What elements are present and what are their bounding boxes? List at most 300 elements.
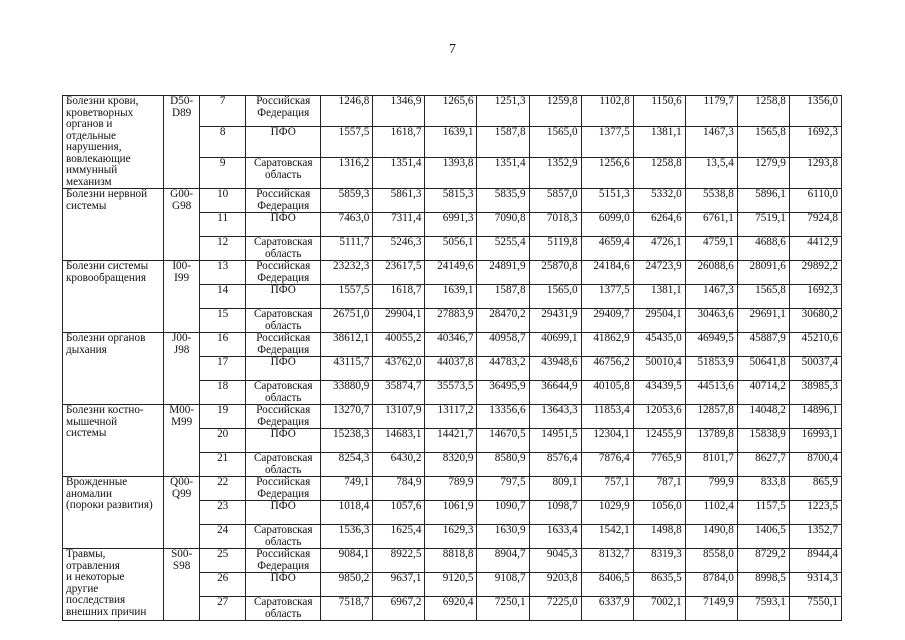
value-cell: 35874,7	[373, 381, 425, 405]
value-cell: 6099,0	[581, 213, 633, 237]
table-body	[63, 96, 842, 621]
region-name	[246, 285, 321, 309]
value-cell: 749,1	[321, 477, 373, 501]
value-cell: 1587,8	[477, 285, 529, 309]
groups.3.disease-line: Болезни органов	[66, 332, 146, 344]
value-cell: 1565,8	[737, 127, 789, 158]
disease-name	[63, 333, 164, 405]
value-cell: 1246,8	[321, 96, 373, 127]
value-cell: 1102,4	[685, 501, 737, 525]
icd-code	[164, 549, 200, 621]
value-cell: 1279,9	[737, 158, 789, 189]
groups.0.disease-line: органов и отдельные	[66, 118, 116, 142]
groups.6.code-line: S00-	[171, 548, 193, 560]
groups.6.rows.0.region-line: Федерация	[257, 559, 310, 572]
value-cell: 1542,1	[581, 525, 633, 549]
value-cell: 29409,7	[581, 309, 633, 333]
value-cell: 8558,0	[685, 549, 737, 573]
value-cell: 7765,9	[633, 453, 685, 477]
groups.0.rows.0.region-line: Российская	[256, 95, 311, 107]
value-cell: 7518,7	[321, 597, 373, 621]
row-number: 23	[200, 501, 246, 525]
value-cell: 4412,9	[789, 237, 841, 261]
value-cell: 5056,1	[425, 237, 477, 261]
groups.0.code-line: D89	[172, 106, 192, 119]
value-cell: 1351,4	[373, 158, 425, 189]
row-number: 7	[200, 96, 246, 127]
groups.4.rows.2.region-line: Саратовская	[253, 452, 313, 464]
value-cell: 9045,3	[529, 549, 581, 573]
value-cell: 1223,5	[789, 501, 841, 525]
value-cell: 1498,8	[633, 525, 685, 549]
row-number: 20	[200, 429, 246, 453]
value-cell: 14421,7	[425, 429, 477, 453]
groups.0.disease-line: нарушения,	[66, 141, 122, 153]
groups.6.rows.0.region-line: Российская	[256, 548, 311, 560]
value-cell: 41862,9	[581, 333, 633, 357]
value-cell: 5815,3	[425, 189, 477, 213]
groups.6.disease-line: отравления	[66, 559, 120, 572]
row-number: 19	[200, 405, 246, 429]
value-cell: 8904,7	[477, 549, 529, 573]
value-cell: 1381,1	[633, 127, 685, 158]
region-name	[246, 549, 321, 573]
value-cell: 29904,1	[373, 309, 425, 333]
value-cell: 24891,9	[477, 261, 529, 285]
region-name	[246, 309, 321, 333]
groups.5.rows.1.region-line: ПФО	[270, 500, 296, 512]
table-row	[63, 333, 842, 357]
groups.2.rows.0.region-line: Российская	[256, 260, 311, 272]
region-name	[246, 573, 321, 597]
value-cell: 5332,0	[633, 189, 685, 213]
value-cell: 1258,8	[633, 158, 685, 189]
value-cell: 30463,6	[685, 309, 737, 333]
value-cell: 8627,7	[737, 453, 789, 477]
groups.0.rows.2.region-line: область	[264, 168, 302, 181]
value-cell: 7876,4	[581, 453, 633, 477]
value-cell: 45887,9	[737, 333, 789, 357]
region-name	[246, 127, 321, 158]
icd-code	[164, 96, 200, 189]
groups.1.disease-line: Болезни нервной	[66, 188, 148, 200]
row-number: 25	[200, 549, 246, 573]
groups.5.rows.2.region-line: Саратовская	[253, 524, 313, 536]
value-cell: 12053,6	[633, 405, 685, 429]
value-cell: 8635,5	[633, 573, 685, 597]
value-cell: 40699,1	[529, 333, 581, 357]
groups.6.disease-line: внешних причин	[66, 605, 147, 618]
value-cell: 8729,2	[737, 549, 789, 573]
groups.2.disease-line: Болезни системы	[66, 260, 149, 272]
groups.3.disease-line: дыхания	[66, 343, 107, 356]
region-name	[246, 597, 321, 621]
value-cell: 13117,2	[425, 405, 477, 429]
value-cell: 1629,3	[425, 525, 477, 549]
value-cell: 1018,4	[321, 501, 373, 525]
value-cell: 14896,1	[789, 405, 841, 429]
value-cell: 1467,3	[685, 285, 737, 309]
value-cell: 7018,3	[529, 213, 581, 237]
value-cell: 8818,8	[425, 549, 477, 573]
row-number: 8	[200, 127, 246, 158]
value-cell: 1692,3	[789, 285, 841, 309]
groups.5.disease-line: (пороки развития)	[66, 499, 153, 511]
value-cell: 12455,9	[633, 429, 685, 453]
value-cell: 44037,8	[425, 357, 477, 381]
groups.3.rows.2.region-line: область	[264, 391, 302, 404]
groups.5.disease-line: Врожденные	[66, 476, 128, 488]
value-cell: 7149,9	[685, 597, 737, 621]
groups.4.disease-line: Болезни костно-	[66, 404, 144, 416]
groups.1.rows.2.region-line: Саратовская	[253, 236, 313, 248]
disease-name	[63, 405, 164, 477]
value-cell: 8101,7	[685, 453, 737, 477]
value-cell: 45210,6	[789, 333, 841, 357]
value-cell: 23232,3	[321, 261, 373, 285]
groups.4.rows.1.region-line: ПФО	[270, 428, 296, 440]
groups.2.rows.2.region-line: область	[264, 319, 302, 332]
value-cell: 7463,0	[321, 213, 373, 237]
value-cell: 14670,5	[477, 429, 529, 453]
row-number: 17	[200, 357, 246, 381]
value-cell: 5151,3	[581, 189, 633, 213]
value-cell: 6991,3	[425, 213, 477, 237]
value-cell: 5246,3	[373, 237, 425, 261]
value-cell: 29691,1	[737, 309, 789, 333]
groups.4.rows.0.region-line: Федерация	[257, 415, 310, 428]
value-cell: 5538,8	[685, 189, 737, 213]
value-cell: 36495,9	[477, 381, 529, 405]
value-cell: 11853,4	[581, 405, 633, 429]
value-cell: 757,1	[581, 477, 633, 501]
value-cell: 1377,5	[581, 127, 633, 158]
value-cell: 797,5	[477, 477, 529, 501]
groups.3.rows.0.region-line: Российская	[256, 332, 311, 344]
groups.0.disease-line: вовлекающие	[66, 152, 131, 165]
table-row	[63, 189, 842, 213]
value-cell: 1639,1	[425, 285, 477, 309]
groups.0.rows.2.region-line: Саратовская	[253, 157, 313, 169]
value-cell: 6430,2	[373, 453, 425, 477]
groups.6.disease-line: другие последствия	[66, 582, 126, 606]
value-cell: 1630,9	[477, 525, 529, 549]
value-cell: 8922,5	[373, 549, 425, 573]
value-cell: 865,9	[789, 477, 841, 501]
value-cell: 27883,9	[425, 309, 477, 333]
groups.6.code-line: S98	[172, 559, 191, 572]
region-name	[246, 189, 321, 213]
value-cell: 809,1	[529, 477, 581, 501]
value-cell: 7002,1	[633, 597, 685, 621]
icd-code	[164, 477, 200, 549]
groups.3.rows.0.region-line: Федерация	[257, 343, 310, 356]
value-cell: 1565,0	[529, 127, 581, 158]
value-cell: 1625,4	[373, 525, 425, 549]
row-number: 27	[200, 597, 246, 621]
value-cell: 43115,7	[321, 357, 373, 381]
value-cell: 1618,7	[373, 127, 425, 158]
value-cell: 9314,3	[789, 573, 841, 597]
icd-code	[164, 261, 200, 333]
disease-name	[63, 189, 164, 261]
value-cell: 15238,3	[321, 429, 373, 453]
value-cell: 50010,4	[633, 357, 685, 381]
value-cell: 12304,1	[581, 429, 633, 453]
row-number: 10	[200, 189, 246, 213]
value-cell: 1259,8	[529, 96, 581, 127]
region-name	[246, 477, 321, 501]
value-cell: 1061,9	[425, 501, 477, 525]
disease-name	[63, 96, 164, 189]
value-cell: 13,5,4	[685, 158, 737, 189]
value-cell: 8319,3	[633, 549, 685, 573]
groups.5.disease-line: аномалии	[66, 487, 112, 500]
value-cell: 8132,7	[581, 549, 633, 573]
value-cell: 1467,3	[685, 127, 737, 158]
value-cell: 23617,5	[373, 261, 425, 285]
value-cell: 1377,5	[581, 285, 633, 309]
region-name	[246, 381, 321, 405]
value-cell: 1692,3	[789, 127, 841, 158]
value-cell: 13643,3	[529, 405, 581, 429]
value-cell: 1150,6	[633, 96, 685, 127]
row-number: 24	[200, 525, 246, 549]
value-cell: 13356,6	[477, 405, 529, 429]
value-cell: 1258,8	[737, 96, 789, 127]
value-cell: 9084,1	[321, 549, 373, 573]
value-cell: 4759,1	[685, 237, 737, 261]
value-cell: 1029,9	[581, 501, 633, 525]
groups.1.rows.2.region-line: область	[264, 247, 302, 260]
value-cell: 1618,7	[373, 285, 425, 309]
groups.0.disease-line: Болезни крови,	[66, 95, 139, 107]
value-cell: 14048,2	[737, 405, 789, 429]
value-cell: 5119,8	[529, 237, 581, 261]
groups.4.disease-line: мышечной	[66, 415, 118, 428]
value-cell: 1102,8	[581, 96, 633, 127]
value-cell: 7090,8	[477, 213, 529, 237]
value-cell: 1251,3	[477, 96, 529, 127]
value-cell: 13107,9	[373, 405, 425, 429]
value-cell: 1352,9	[529, 158, 581, 189]
value-cell: 28470,2	[477, 309, 529, 333]
value-cell: 8320,9	[425, 453, 477, 477]
value-cell: 50037,4	[789, 357, 841, 381]
value-cell: 1179,7	[685, 96, 737, 127]
value-cell: 1557,5	[321, 127, 373, 158]
groups.2.rows.2.region-line: Саратовская	[253, 308, 313, 320]
groups.0.code-line: D50-	[170, 95, 194, 107]
value-cell: 15838,9	[737, 429, 789, 453]
region-name	[246, 158, 321, 189]
value-cell: 7519,1	[737, 213, 789, 237]
value-cell: 46949,5	[685, 333, 737, 357]
row-number: 13	[200, 261, 246, 285]
groups.4.rows.0.region-line: Российская	[256, 404, 311, 416]
region-name	[246, 237, 321, 261]
region-name	[246, 453, 321, 477]
groups.1.rows.0.region-line: Федерация	[257, 199, 310, 212]
value-cell: 1565,0	[529, 285, 581, 309]
value-cell: 1633,4	[529, 525, 581, 549]
groups.1.rows.0.region-line: Российская	[256, 188, 311, 200]
groups.3.code-line: J98	[173, 343, 190, 356]
value-cell: 8580,9	[477, 453, 529, 477]
value-cell: 1381,1	[633, 285, 685, 309]
value-cell: 5861,3	[373, 189, 425, 213]
page-number: 7	[449, 42, 456, 57]
value-cell: 784,9	[373, 477, 425, 501]
row-number: 18	[200, 381, 246, 405]
value-cell: 8998,5	[737, 573, 789, 597]
value-cell: 5255,4	[477, 237, 529, 261]
value-cell: 8944,4	[789, 549, 841, 573]
value-cell: 43948,6	[529, 357, 581, 381]
groups.3.code-line: J00-	[172, 332, 192, 344]
disease-name	[63, 477, 164, 549]
row-number: 15	[200, 309, 246, 333]
groups.5.code-line: Q99	[172, 487, 192, 500]
value-cell: 9120,5	[425, 573, 477, 597]
groups.2.disease-line: кровообращения	[66, 271, 146, 284]
value-cell: 29504,1	[633, 309, 685, 333]
value-cell: 4688,6	[737, 237, 789, 261]
value-cell: 8576,4	[529, 453, 581, 477]
value-cell: 24723,9	[633, 261, 685, 285]
value-cell: 5835,9	[477, 189, 529, 213]
groups.6.disease-line: Травмы,	[66, 548, 106, 560]
groups.4.disease-line: системы	[66, 427, 107, 439]
groups.6.rows.2.region-line: область	[264, 607, 302, 620]
table-row	[63, 477, 842, 501]
value-cell: 7311,4	[373, 213, 425, 237]
value-cell: 13270,7	[321, 405, 373, 429]
value-cell: 8700,4	[789, 453, 841, 477]
groups.4.code-line: M99	[171, 415, 193, 428]
value-cell: 5896,1	[737, 189, 789, 213]
value-cell: 6264,6	[633, 213, 685, 237]
groups.4.code-line: M00-	[169, 404, 195, 416]
value-cell: 29892,2	[789, 261, 841, 285]
value-cell: 1351,4	[477, 158, 529, 189]
value-cell: 9203,8	[529, 573, 581, 597]
row-number: 12	[200, 237, 246, 261]
groups.3.rows.1.region-line: ПФО	[270, 356, 296, 368]
groups.3.rows.2.region-line: Саратовская	[253, 380, 313, 392]
region-name	[246, 96, 321, 127]
value-cell: 789,9	[425, 477, 477, 501]
value-cell: 1057,6	[373, 501, 425, 525]
value-cell: 9850,2	[321, 573, 373, 597]
value-cell: 8784,0	[685, 573, 737, 597]
groups.1.disease-line: системы	[66, 199, 107, 212]
region-name	[246, 357, 321, 381]
groups.5.rows.2.region-line: область	[264, 535, 302, 548]
groups.2.rows.0.region-line: Федерация	[257, 271, 310, 284]
value-cell: 16993,1	[789, 429, 841, 453]
value-cell: 7225,0	[529, 597, 581, 621]
value-cell: 1265,6	[425, 96, 477, 127]
value-cell: 1565,8	[737, 285, 789, 309]
icd-code	[164, 189, 200, 261]
value-cell: 1536,3	[321, 525, 373, 549]
groups.2.code-line: I00-I99	[172, 260, 191, 284]
region-name	[246, 405, 321, 429]
value-cell: 40958,7	[477, 333, 529, 357]
value-cell: 1352,7	[789, 525, 841, 549]
icd-code	[164, 405, 200, 477]
value-cell: 43762,0	[373, 357, 425, 381]
value-cell: 1157,5	[737, 501, 789, 525]
value-cell: 6761,1	[685, 213, 737, 237]
value-cell: 1490,8	[685, 525, 737, 549]
value-cell: 24149,6	[425, 261, 477, 285]
value-cell: 4726,1	[633, 237, 685, 261]
value-cell: 28091,6	[737, 261, 789, 285]
groups.0.rows.0.region-line: Федерация	[257, 106, 310, 119]
value-cell: 13789,8	[685, 429, 737, 453]
groups.5.rows.0.region-line: Российская	[256, 476, 311, 488]
value-cell: 1256,6	[581, 158, 633, 189]
value-cell: 5111,7	[321, 237, 373, 261]
groups.0.disease-line: кроветворных	[66, 106, 134, 119]
value-cell: 45435,0	[633, 333, 685, 357]
table-row	[63, 96, 842, 127]
groups.1.rows.1.region-line: ПФО	[270, 212, 296, 224]
value-cell: 7593,1	[737, 597, 789, 621]
value-cell: 1346,9	[373, 96, 425, 127]
value-cell: 24184,6	[581, 261, 633, 285]
value-cell: 25870,8	[529, 261, 581, 285]
value-cell: 26088,6	[685, 261, 737, 285]
value-cell: 4659,4	[581, 237, 633, 261]
value-cell: 40055,2	[373, 333, 425, 357]
value-cell: 6110,0	[789, 189, 841, 213]
value-cell: 12857,8	[685, 405, 737, 429]
value-cell: 1293,8	[789, 158, 841, 189]
value-cell: 1098,7	[529, 501, 581, 525]
value-cell: 1056,0	[633, 501, 685, 525]
value-cell: 38612,1	[321, 333, 373, 357]
icd-code	[164, 333, 200, 405]
region-name	[246, 429, 321, 453]
groups.5.rows.0.region-line: Федерация	[257, 487, 310, 500]
value-cell: 8254,3	[321, 453, 373, 477]
groups.0.disease-line: иммунный механизм	[66, 164, 118, 188]
value-cell: 7924,8	[789, 213, 841, 237]
value-cell: 43439,5	[633, 381, 685, 405]
value-cell: 40346,7	[425, 333, 477, 357]
row-number: 14	[200, 285, 246, 309]
row-number: 16	[200, 333, 246, 357]
value-cell: 14683,1	[373, 429, 425, 453]
value-cell: 6967,2	[373, 597, 425, 621]
disease-name	[63, 549, 164, 621]
value-cell: 6337,9	[581, 597, 633, 621]
value-cell: 833,8	[737, 477, 789, 501]
value-cell: 51853,9	[685, 357, 737, 381]
value-cell: 1316,2	[321, 158, 373, 189]
row-number: 22	[200, 477, 246, 501]
groups.4.rows.2.region-line: область	[264, 463, 302, 476]
value-cell: 26751,0	[321, 309, 373, 333]
value-cell: 38985,3	[789, 381, 841, 405]
value-cell: 33880,9	[321, 381, 373, 405]
value-cell: 50641,8	[737, 357, 789, 381]
table-row	[63, 405, 842, 429]
value-cell: 1393,8	[425, 158, 477, 189]
